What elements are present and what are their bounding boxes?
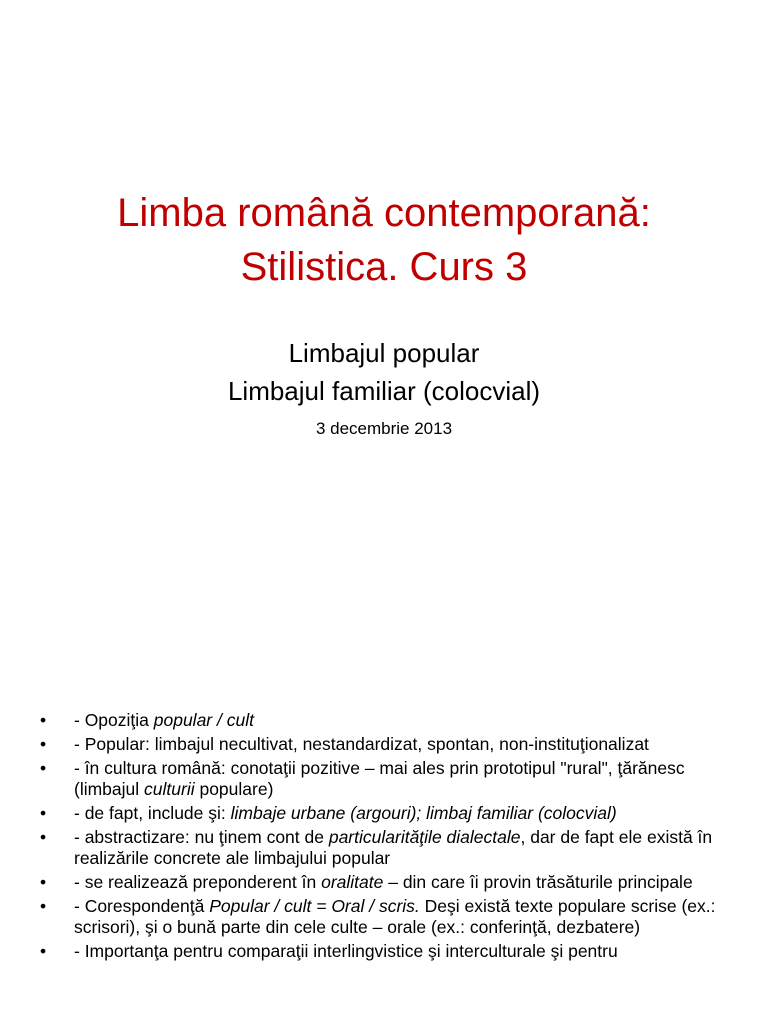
subtitle-line-1: Limbajul popular [288,338,480,368]
content-slide [0,700,768,1024]
bullet-text-italic: particularităţile dialectale [328,827,521,847]
bullet-text-italic: culturii [144,779,195,799]
title-line-1: Limba română contemporană: [117,191,651,235]
bullet-item [40,758,740,800]
bullet-text-italic: limbaje urbane (argouri); limbaj familiar (colocvial) [230,803,617,823]
slide-title [0,186,768,294]
bullet-marker: • [40,941,47,961]
bullet-marker: • [40,872,47,892]
bullet-text: - Popular: limbajul necultivat, nestandardizat, spontan, non-instituţionalizat [74,734,649,754]
title-line-2: Stilistica. Curs 3 [240,245,528,289]
bullet-text: Deşi există texte populare scrise (ex.: scrisori), şi o bună parte din cele culte – orale (ex.: conferinţă, dezbatere) [74,896,716,937]
bullet-marker: • [40,827,47,847]
bullet-text-italic: oralitate [321,872,384,892]
bullet-text: populare) [194,779,274,799]
bullet-item [40,734,740,755]
bullet-item [40,941,740,962]
bullet-text: - Opoziţia [74,710,154,730]
slide-date: 3 decembrie 2013 [315,419,453,438]
bullet-text-italic: popular / cult [153,710,254,730]
subtitle-line-2: Limbajul familiar (colocvial) [227,376,541,406]
bullet-list [40,710,740,965]
bullet-text: - abstractizare: nu ţinem cont de [74,827,329,847]
bullet-text: , dar de fapt ele există în realizările concrete ale limbajului popular [74,827,713,868]
bullet-item [40,896,740,938]
bullet-text: - în cultura română: conotaţii pozitive – mai ales prin prototipul "rural", ţărănesc (limbajul [74,758,685,799]
bullet-text: - Corespondenţă [74,896,210,916]
bullet-text: – din care îi provin trăsăturile principale [383,872,693,892]
bullet-text: - de fapt, include şi: [74,803,231,823]
slide-subtitle [0,334,768,442]
bullet-marker: • [40,896,47,916]
bullet-marker: • [40,803,47,823]
bullet-marker: • [40,758,47,778]
bullet-item [40,827,740,869]
bullet-item [40,803,740,824]
bullet-text: - se realizează preponderent în [74,872,322,892]
bullet-item [40,710,740,731]
bullet-marker: • [40,734,47,754]
bullet-text: - Importanţa pentru comparaţii interlingvistice şi interculturale şi pentru [74,941,618,961]
bullet-text-italic: Popular / cult = Oral / scris. [209,896,420,916]
bullet-item [40,872,740,893]
bullet-marker: • [40,710,47,730]
